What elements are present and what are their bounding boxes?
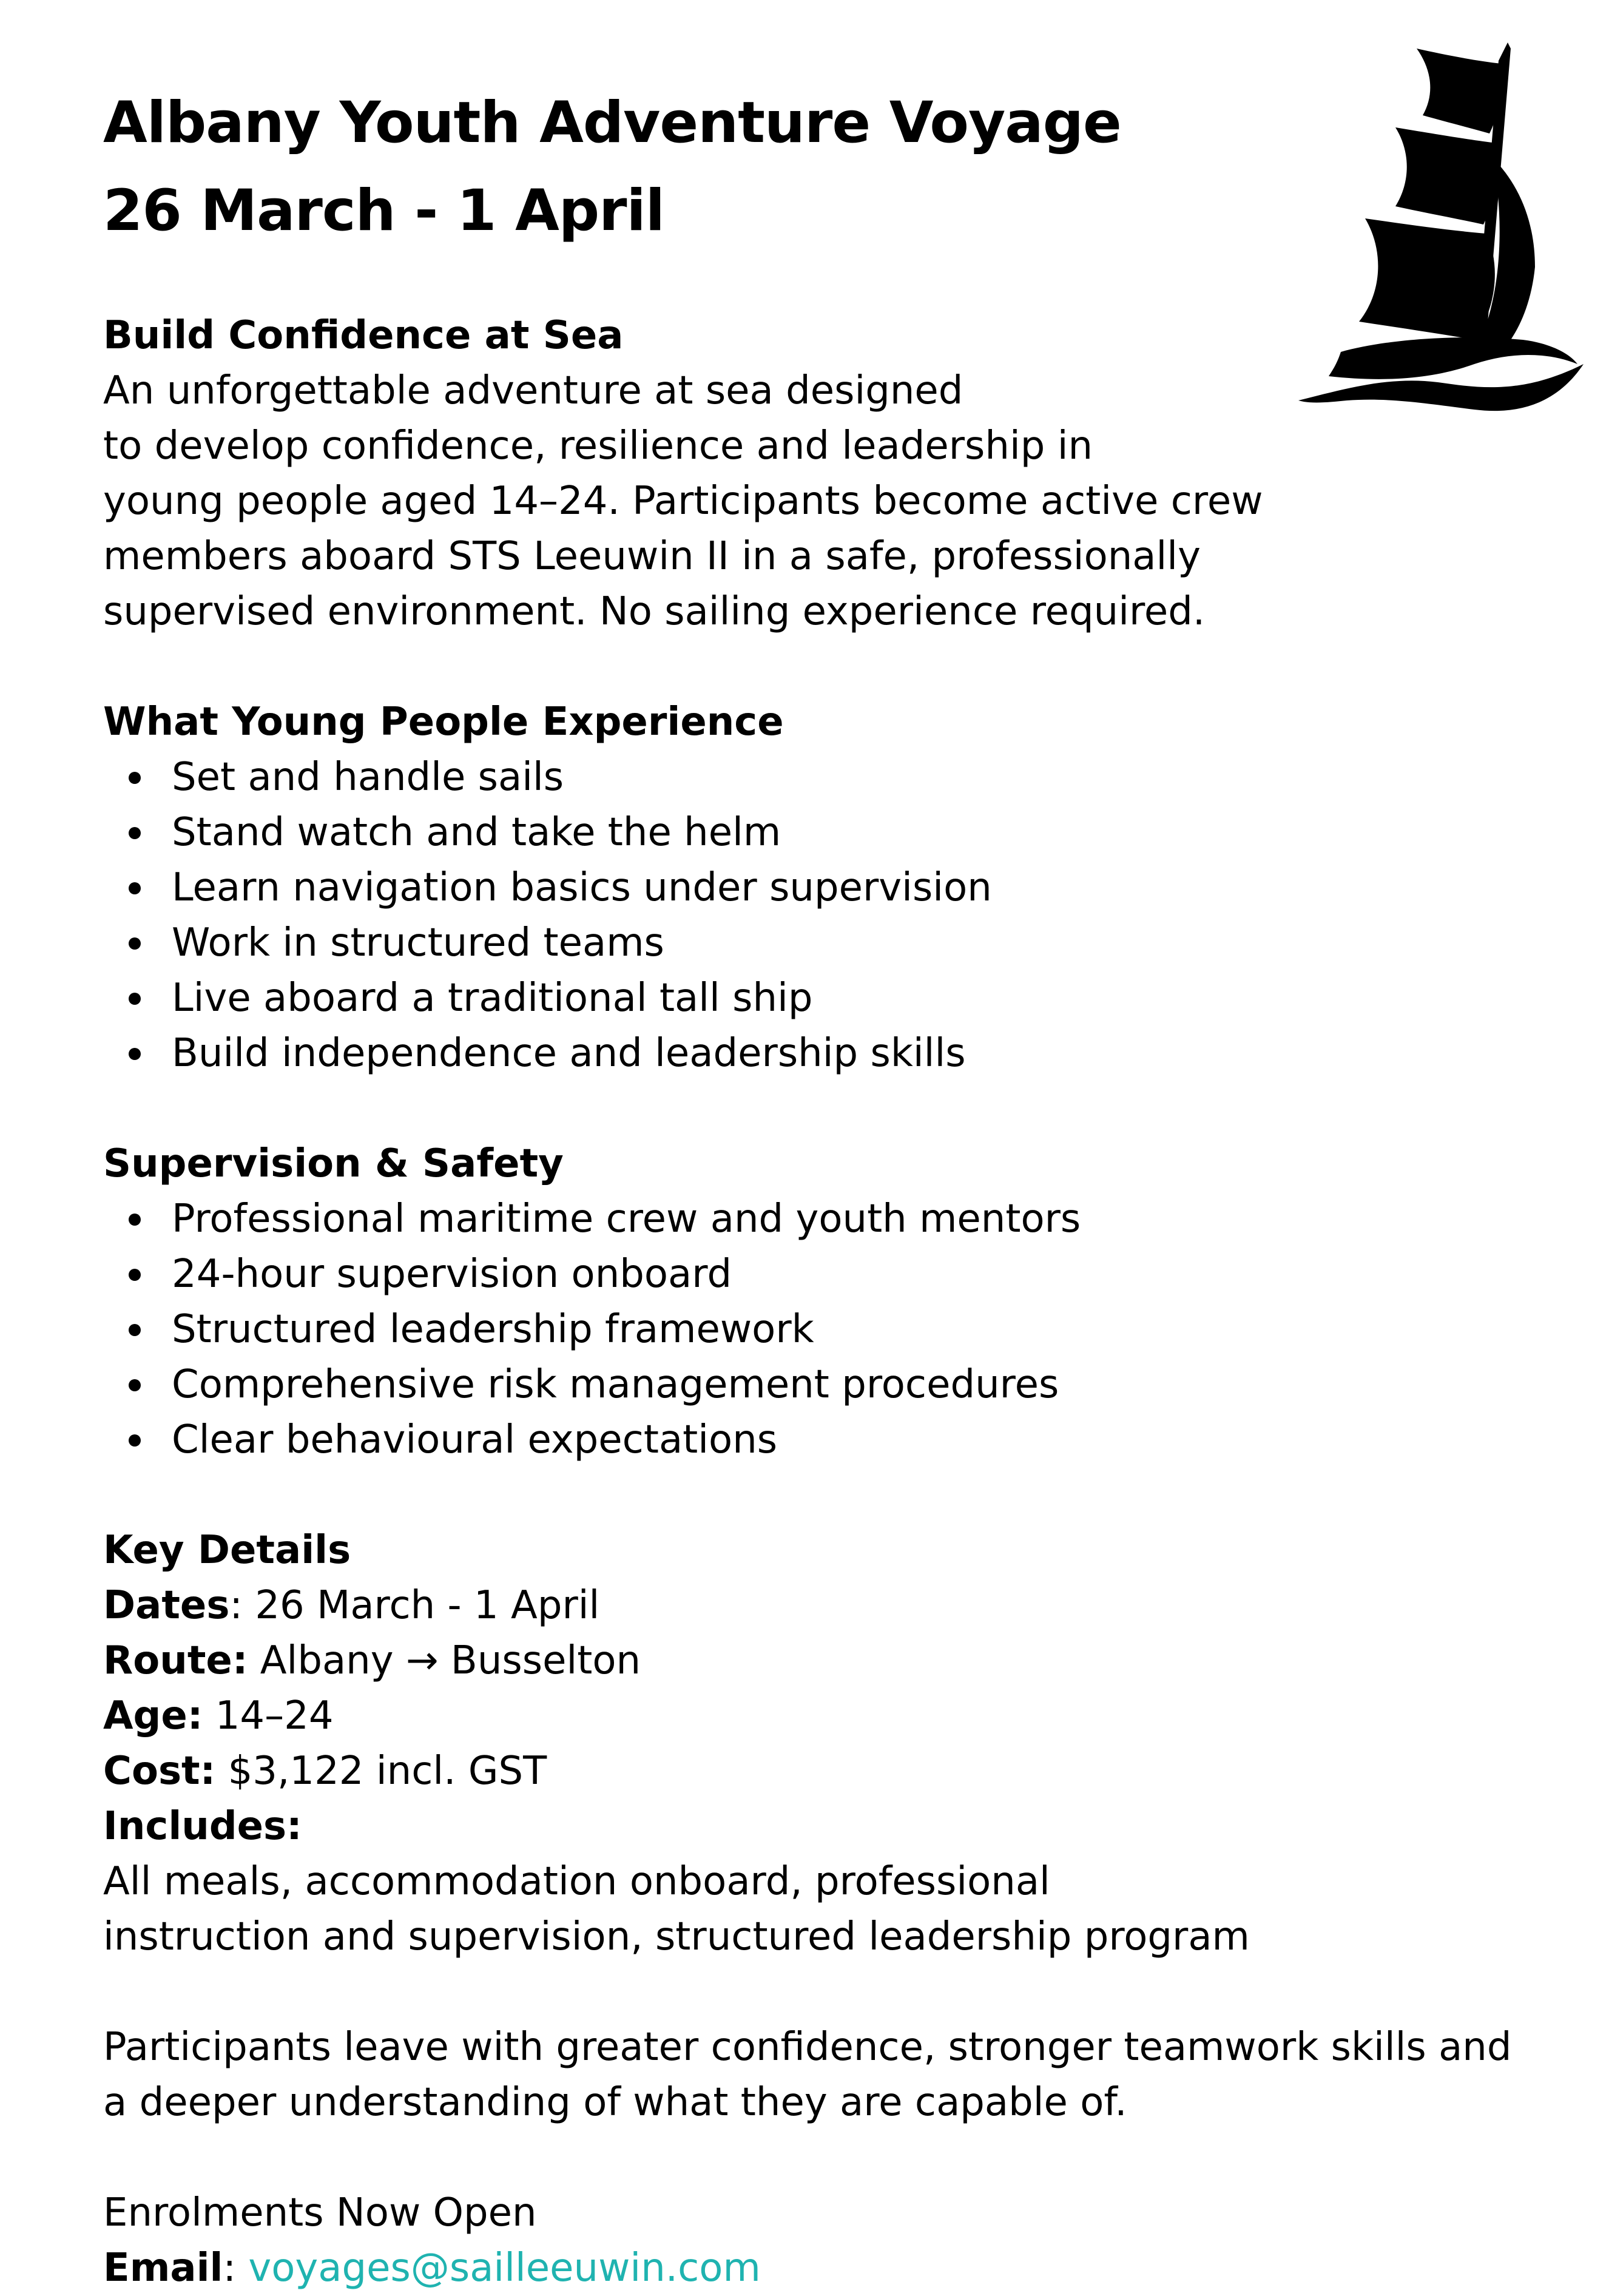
safety-list (103, 1192, 1571, 1468)
contact-section (103, 2186, 1571, 2296)
detail-value: : 26 March - 1 April (229, 1583, 600, 1628)
key-details-section (103, 1523, 1571, 1965)
intro-heading: Build Confidence at Sea (103, 313, 624, 358)
detail-dates (103, 1578, 1571, 1633)
list-item-text: 24-hour supervision onboard (172, 1252, 732, 1297)
list-item (103, 750, 1571, 805)
list-item-text: Work in structured teams (172, 920, 664, 965)
bullet-icon (129, 937, 141, 950)
detail-value: $3,122 incl. GST (215, 1749, 547, 1794)
list-item-text: Professional maritime crew and youth mentors (172, 1197, 1081, 1241)
detail-label: Cost: (103, 1749, 216, 1794)
bullet-icon (129, 1324, 141, 1336)
bullet-icon (129, 1269, 141, 1281)
detail-label: Age: (103, 1693, 203, 1738)
enrolments-text: Enrolments Now Open (103, 2190, 537, 2235)
closing-line-2: a deeper understanding of what they are capable of. (103, 2080, 1127, 2125)
intro-line: An unforgettable adventure at sea designed (103, 368, 963, 413)
flyer-content (103, 79, 1571, 2296)
bullet-icon (129, 882, 141, 894)
bullet-icon (129, 827, 141, 839)
list-item (103, 1357, 1571, 1413)
detail-value: Albany → Busselton (248, 1638, 641, 1683)
intro-line: to develop confidence, resilience and leadership in (103, 424, 1093, 468)
email-separator: : (223, 2246, 249, 2291)
list-item-text: Comprehensive risk management procedures (172, 1362, 1059, 1407)
list-item-text: Build independence and leadership skills (172, 1031, 966, 1076)
detail-age (103, 1689, 1571, 1744)
list-item-text: Live aboard a traditional tall ship (172, 976, 813, 1021)
detail-label: Dates (103, 1583, 230, 1628)
safety-section (103, 1136, 1571, 1468)
intro-section (103, 308, 1571, 640)
list-item-text: Stand watch and take the helm (172, 810, 781, 855)
bullet-icon (129, 993, 141, 1005)
detail-value: All meals, accommodation onboard, professional (103, 1859, 1050, 1904)
list-item-text: Set and handle sails (172, 755, 564, 800)
page-title (103, 79, 1571, 255)
list-item (103, 1302, 1571, 1357)
list-item-text: Learn navigation basics under supervision (172, 865, 992, 910)
intro-line: supervised environment. No sailing experience required. (103, 589, 1206, 634)
detail-label: Route: (103, 1638, 248, 1683)
detail-route (103, 1633, 1571, 1689)
includes-line-2: instruction and supervision, structured leadership program (103, 1914, 1250, 1959)
list-item (103, 1247, 1571, 1302)
title-line-1: Albany Youth Adventure Voyage (103, 90, 1121, 156)
key-details-heading: Key Details (103, 1528, 351, 1573)
closing-line-1: Participants leave with greater confidence, stronger teamwork skills and (103, 2025, 1512, 2070)
title-line-2: 26 March - 1 April (103, 178, 664, 244)
detail-cost (103, 1744, 1571, 1799)
list-item (103, 805, 1571, 860)
closing-section (103, 2020, 1571, 2130)
bullet-icon (129, 1379, 141, 1391)
bullet-icon (129, 1214, 141, 1226)
list-item (103, 860, 1571, 916)
email-row (103, 2241, 1571, 2296)
intro-line: members aboard STS Leeuwin II in a safe, professionally (103, 534, 1201, 579)
bullet-icon (129, 1048, 141, 1060)
detail-value: 14–24 (203, 1693, 334, 1738)
list-item (103, 1192, 1571, 1247)
experience-section (103, 695, 1571, 1081)
intro-paragraph (103, 363, 1317, 640)
list-item (103, 1413, 1571, 1468)
email-link[interactable]: voyages@sailleeuwin.com (248, 2246, 761, 2291)
intro-line: young people aged 14–24. Participants become active crew (103, 479, 1263, 524)
bullet-icon (129, 1434, 141, 1447)
email-label: Email (103, 2246, 223, 2291)
list-item (103, 916, 1571, 971)
experience-heading: What Young People Experience (103, 700, 784, 745)
detail-label: Includes: (103, 1804, 302, 1849)
includes-line-1 (103, 1799, 1571, 1909)
list-item-text: Clear behavioural expectations (172, 1417, 778, 1462)
list-item (103, 1026, 1571, 1081)
bullet-icon (129, 772, 141, 784)
detail-includes (103, 1799, 1571, 1965)
list-item (103, 971, 1571, 1026)
experience-list (103, 750, 1571, 1081)
safety-heading: Supervision & Safety (103, 1141, 564, 1186)
list-item-text: Structured leadership framework (172, 1307, 814, 1352)
